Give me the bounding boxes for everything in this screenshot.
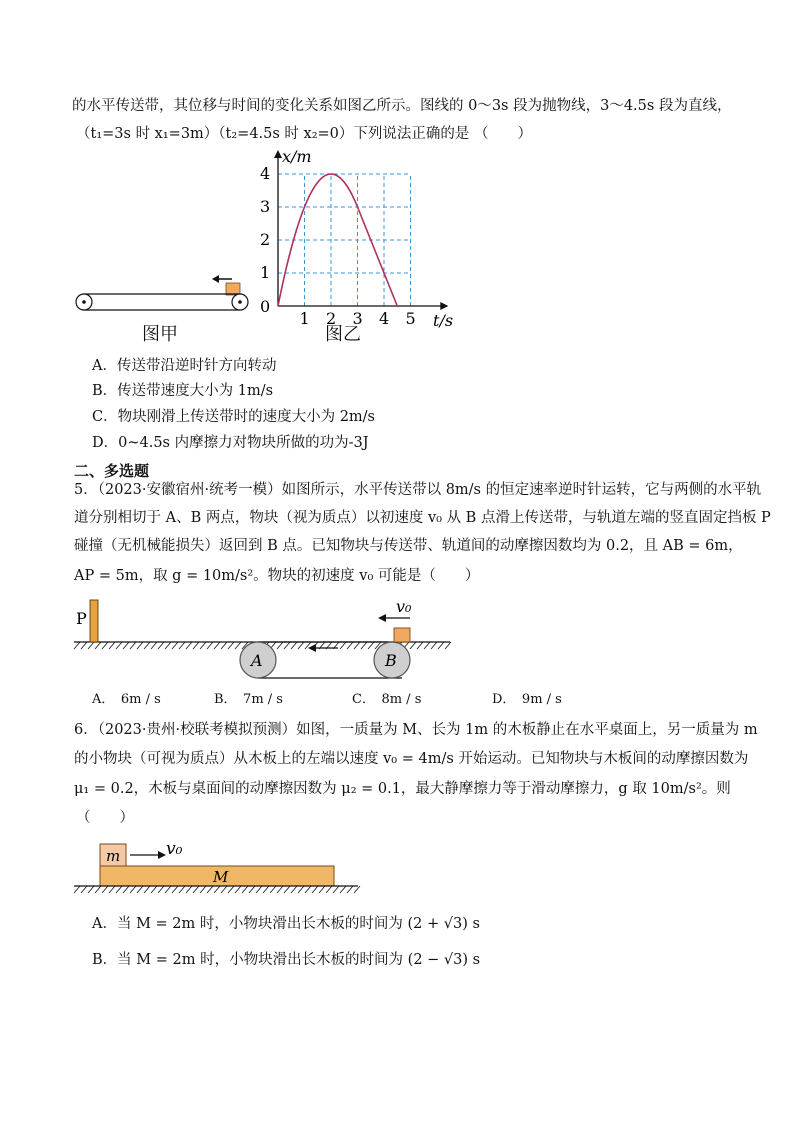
q5-option-d[interactable]: D． 9m / s <box>492 692 562 707</box>
y-tick-label: 2 <box>260 230 271 249</box>
y-axis-arrow <box>274 150 282 158</box>
x-tick-label: 4 <box>379 309 390 328</box>
y-tick-label: 4 <box>260 164 271 183</box>
fig-yi-caption: 图乙 <box>325 324 361 345</box>
v0-arrow-head <box>378 614 386 622</box>
figure-q5-conveyor <box>70 592 460 684</box>
block-on-belt <box>226 283 240 295</box>
x-tick-label: 2 <box>326 309 337 328</box>
q6-option-b[interactable]: B．当 M = 2m 时，小物块滑出长木板的时间为 (2 − √3) s <box>92 952 481 968</box>
block-q5 <box>394 628 410 642</box>
fig-jia-caption: 图甲 <box>142 324 178 345</box>
y-tick-label: 3 <box>260 197 271 216</box>
y-tick-label: 1 <box>260 263 271 282</box>
x-axis-label: t/s <box>433 311 454 330</box>
label-p: P <box>76 609 87 628</box>
x-axis-arrow <box>440 302 448 310</box>
wall-p <box>90 600 98 642</box>
x-tick-label: 5 <box>405 309 416 328</box>
q5-text-line2: 道分别相切于 A、B 两点，物块（视为质点）以初速度 v₀ 从 B 点滑上传送带，与轨道左端的竖直固定挡板 P <box>74 510 771 526</box>
q5-text-line3: 碰撞（无机械能损失）返回到 B 点。已知物块与传送带、轨道间的动摩擦因数均为 0.2，且 AB = 6m， <box>74 538 743 554</box>
q5-text-line1: 5．（2023·安徽宿州·统考一模）如图所示，水平传送带以 8m/s 的恒定速率逆时针运转，它与两侧的水平轨 <box>74 482 762 498</box>
arrow-left-head <box>212 275 219 283</box>
x-tick-label: 1 <box>299 309 310 328</box>
q5-text-line4: AP = 5m，取 g = 10m/s²。物块的初速度 v₀ 可能是（ ） <box>74 568 480 584</box>
q6-text-line2: 的小物块（可视为质点）从木板上的左端以速度 v₀ = 4m/s 开始运动。已知物块与木板间的动摩擦因数为 <box>74 751 749 767</box>
q6-text-line4: （ ） <box>76 810 134 826</box>
figure-q6-board <box>70 834 370 898</box>
x-tick-label: 3 <box>352 309 363 328</box>
q5-option-c[interactable]: C． 8m / s <box>352 692 422 707</box>
label-v0-q6: v₀ <box>166 839 183 859</box>
q4-option-a[interactable]: A．传送带沿逆时针方向转动 <box>92 358 277 374</box>
q5-option-a[interactable]: A． 6m / s <box>92 692 161 707</box>
q6-option-a[interactable]: A．当 M = 2m 时，小物块滑出长木板的时间为 (2 + √3) s <box>92 916 480 932</box>
label-M: M <box>213 868 229 886</box>
section-heading-multiple-choice: 二、多选题 <box>74 462 150 480</box>
y-axis-label: x/m <box>282 147 312 166</box>
label-m: m <box>106 847 121 865</box>
q5-option-b[interactable]: B． 7m / s <box>214 692 283 707</box>
q4-option-c[interactable]: C．物块刚滑上传送带时的速度大小为 2m/s <box>92 409 376 425</box>
v0-arrow-q6 <box>158 851 166 859</box>
q6-text-line3: μ₁ = 0.2，木板与桌面间的动摩擦因数为 μ₂ = 0.1，最大静摩擦力等于滑动摩擦力，g 取 10m/s²。则 <box>74 781 731 797</box>
q4-option-d[interactable]: D．0~4.5s 内摩擦力对物块所做的功为-3J <box>92 435 369 451</box>
label-v0-q5: v₀ <box>396 597 412 616</box>
q4-text-line2: （t₁=3s 时 x₁=3m）（t₂=4.5s 时 x₂=0）下列说法正确的是 （ ） <box>76 126 533 142</box>
figure-yi-xt-graph <box>258 146 458 346</box>
q4-text-line1: 的水平传送带，其位移与时间的变化关系如图乙所示。图线的 0～3s 段为抛物线，3～4.5s 段为直线， <box>72 98 732 114</box>
label-a: A <box>251 651 263 670</box>
label-b: B <box>385 651 397 670</box>
q6-text-line1: 6．（2023·贵州·校联考模拟预测）如图，一质量为 M、长为 1m 的木板静止在水平桌面上，另一质量为 m <box>74 722 758 738</box>
origin-label: 0 <box>260 297 271 316</box>
q4-option-b[interactable]: B．传送带速度大小为 1m/s <box>92 383 274 399</box>
